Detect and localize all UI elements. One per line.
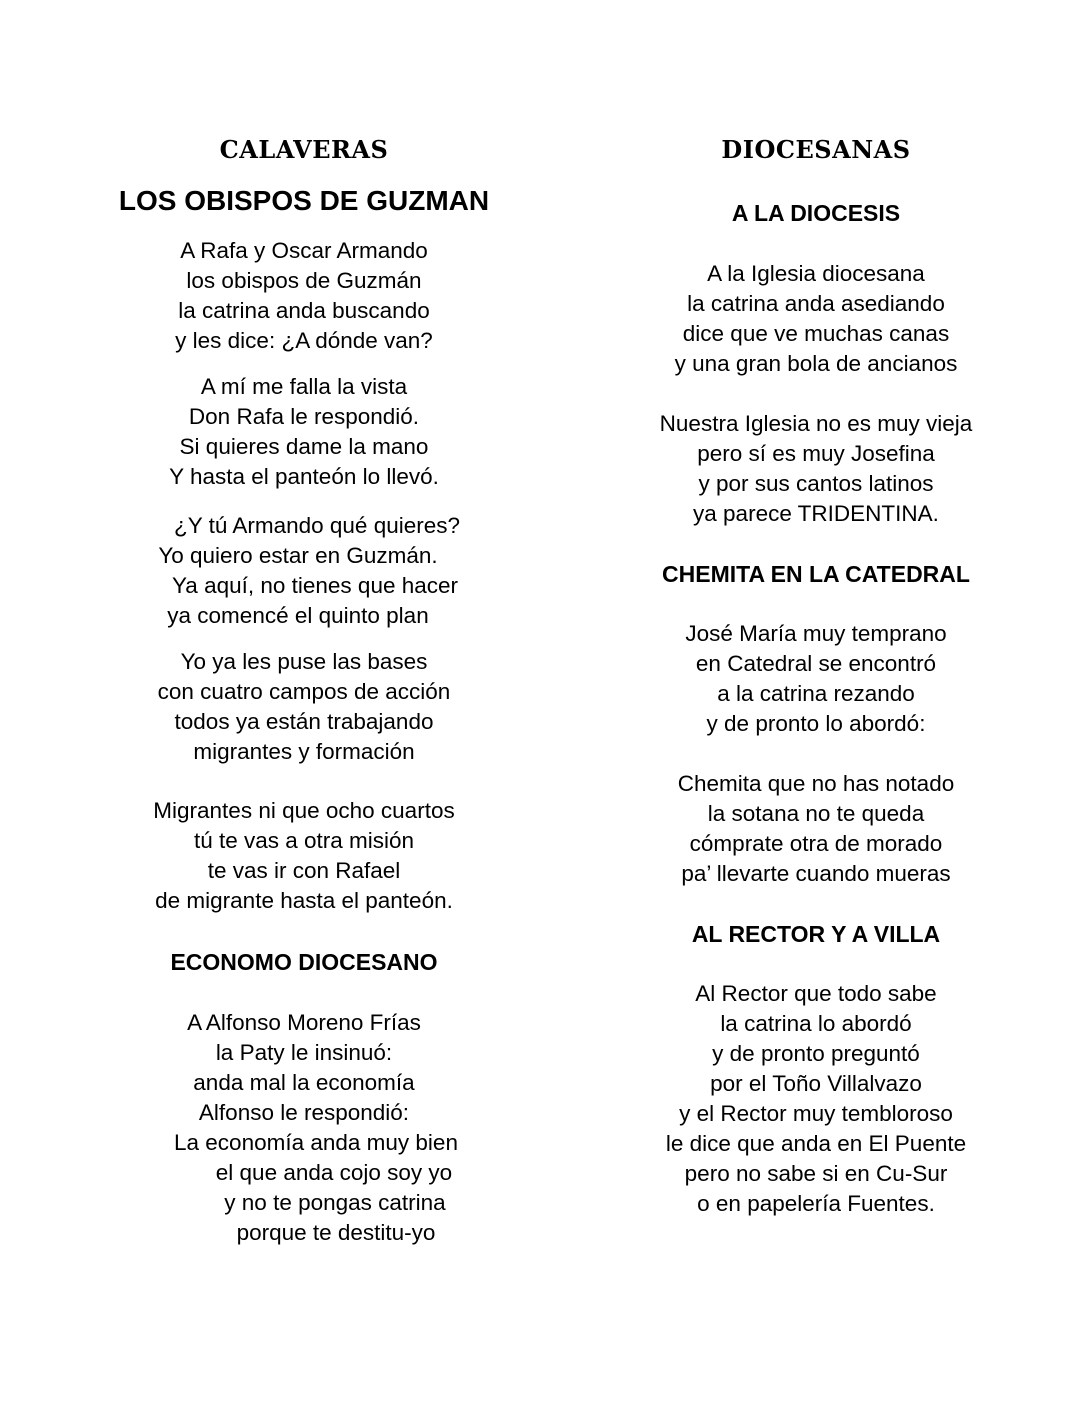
verse-line: ya comencé el quinto plan [167,603,429,628]
verse-line: o en papelería Fuentes. [697,1191,935,1216]
verse-line: el que anda cojo soy yo [215,1160,453,1185]
verse-line: la catrina anda buscando [178,298,430,323]
stanza-economo [104,1008,504,1248]
verse-line: en Catedral se encontró [695,651,937,676]
stanza-diocesis-2 [616,409,1016,529]
stanza-rector [616,979,1016,1219]
verse-line: José María muy temprano [685,621,947,646]
verse-line: y les dice: ¿A dónde van? [175,328,433,353]
verse-line: y no te pongas catrina [224,1190,446,1215]
verse-line: la Paty le insinuó: [215,1040,393,1065]
verse-line: le dice que anda en El Puente [665,1131,967,1156]
verse-line: A Alfonso Moreno Frías [187,1010,421,1035]
verse-line: y por sus cantos latinos [698,471,934,496]
verse-line: Ya aquí, no tienes que hacer [171,573,459,598]
verse-line: por el Toño Villalvazo [710,1071,922,1096]
verse-line: Al Rector que todo sabe [695,981,937,1006]
verse-line: porque te destitu-yo [236,1220,436,1245]
verse-line: y de pronto preguntó [712,1041,920,1066]
header-calaveras: CALAVERAS [219,135,389,164]
verse-line: de migrante hasta el panteón. [155,888,453,913]
verse-line: Nuestra Iglesia no es muy vieja [659,411,973,436]
verse-line: y de pronto lo abordó: [706,711,926,736]
verse-line: ya parece TRIDENTINA. [693,501,939,526]
verse-line: La economía anda muy bien [174,1130,458,1155]
verse-line: anda mal la economía [193,1070,415,1095]
verse-line: la catrina lo abordó [720,1011,912,1036]
verse-line: pa’ llevarte cuando mueras [681,861,951,886]
verse-line: Si quieres dame la mano [179,434,429,459]
stanza-chemita-2 [616,769,1016,889]
poem-title-obispos: LOS OBISPOS DE GUZMAN [118,185,490,216]
stanza-chemita-1 [616,619,1016,739]
verse-line: y el Rector muy tembloroso [679,1101,953,1126]
verse-line: a la catrina rezando [717,681,915,706]
verse-line: los obispos de Guzmán [186,268,422,293]
verse-line: la catrina anda asediando [687,291,945,316]
verse-line: te vas ir con Rafael [207,858,401,883]
stanza-obispos-3 [104,511,504,631]
poem-title-economo: ECONOMO DIOCESANO [170,949,438,975]
stanza-obispos-5 [104,796,504,916]
poem-title-chemita: CHEMITA EN LA CATEDRAL [662,561,970,587]
verse-line: cómprate otra de morado [689,831,943,856]
poem-title-diocesis: A LA DIOCESIS [731,200,901,226]
verse-line: Migrantes ni que ocho cuartos [153,798,455,823]
verse-line: la sotana no te queda [707,801,925,826]
verse-line: A mí me falla la vista [200,374,408,399]
verse-line: con cuatro campos de acción [157,679,451,704]
verse-line: y una gran bola de ancianos [674,351,958,376]
verse-line: pero sí es muy Josefina [697,441,935,466]
stanza-obispos-1 [104,236,504,356]
verse-line: Don Rafa le respondió. [188,404,420,429]
stanza-obispos-2 [104,372,504,492]
verse-line: todos ya están trabajando [174,709,434,734]
verse-line: Y hasta el panteón lo llevó. [169,464,439,489]
verse-line: Alfonso le respondió: [198,1100,410,1125]
verse-line: dice que ve muchas canas [682,321,950,346]
stanza-diocesis-1 [616,259,1016,379]
verse-line: Yo ya les puse las bases [180,649,428,674]
verse-line: pero no sabe si en Cu-Sur [684,1161,948,1186]
stanza-obispos-4 [104,647,504,767]
verse-line: migrantes y formación [193,739,415,764]
verse-line: Chemita que no has notado [677,771,955,796]
verse-line: Yo quiero estar en Guzmán. [158,543,438,568]
header-diocesanas: DIOCESANAS [721,135,911,164]
poem-title-rector: AL RECTOR Y A VILLA [691,921,941,947]
verse-line: ¿Y tú Armando qué quieres? [173,513,461,538]
verse-line: A la Iglesia diocesana [707,261,925,286]
verse-line: tú te vas a otra misión [193,828,415,853]
verse-line: A Rafa y Oscar Armando [180,238,428,263]
